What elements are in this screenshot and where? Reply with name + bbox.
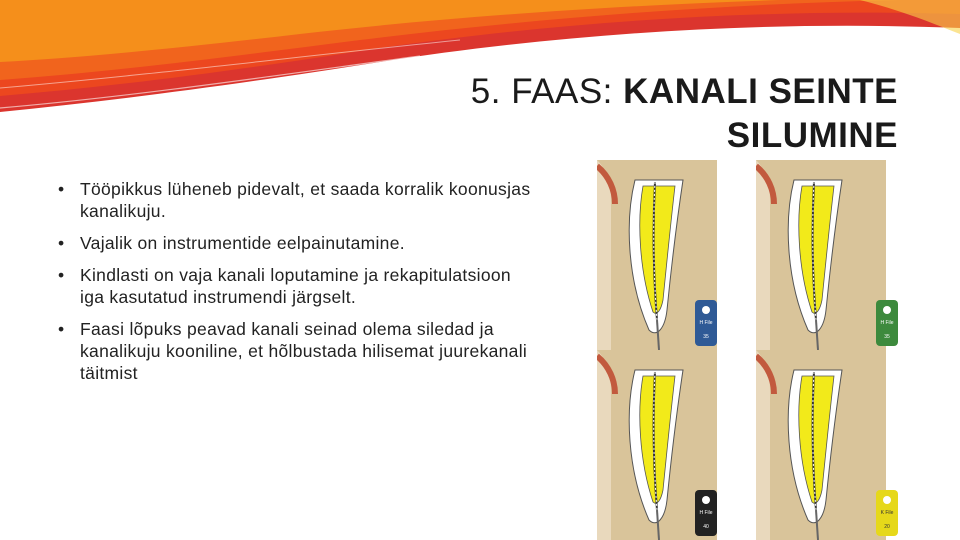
tooth-illustration-grid xyxy=(597,160,906,540)
bullet-marker: • xyxy=(58,233,65,253)
bullet-marker: • xyxy=(58,265,65,285)
slide-title xyxy=(378,70,898,158)
bullet-text: Kindlasti on vaja kanali loputamine ja rekapitulatsioon iga kasutatud instrumendi järgselt. xyxy=(80,265,511,307)
svg-text:35: 35 xyxy=(884,334,890,340)
tooth-illustration xyxy=(756,160,906,350)
tooth-illustration xyxy=(756,350,906,540)
svg-text:H File: H File xyxy=(880,320,894,326)
svg-text:20: 20 xyxy=(884,524,890,530)
bullet-text: Tööpikkus lüheneb pidevalt, et saada korralik koonusjas kanalikuju. xyxy=(80,179,531,221)
svg-text:H File: H File xyxy=(699,510,713,516)
svg-text:H File: H File xyxy=(699,320,713,326)
bullet-text: Vajalik on instrumentide eelpainutamine. xyxy=(80,233,405,253)
svg-text:40: 40 xyxy=(703,524,709,530)
bullet-text: Faasi lõpuks peavad kanali seinad olema siledad ja kanalikuju kooniline, et hõlbustada hilisemat juurekanali täitmist xyxy=(80,319,528,383)
svg-text:K File: K File xyxy=(880,510,894,516)
bullet-marker: • xyxy=(58,179,65,199)
tooth-illustration xyxy=(597,350,747,540)
tooth-illustration xyxy=(597,160,747,350)
bullet-item xyxy=(58,318,538,384)
bullet-item xyxy=(58,232,538,254)
bullet-item xyxy=(58,178,538,222)
title-prefix: 5. FAAS: xyxy=(470,72,624,111)
bullet-list xyxy=(58,178,538,394)
svg-text:35: 35 xyxy=(703,334,709,340)
bullet-marker: • xyxy=(58,319,65,339)
title-bold: KANALI SEINTE SILUMINE xyxy=(623,72,898,155)
bullet-item xyxy=(58,264,538,308)
